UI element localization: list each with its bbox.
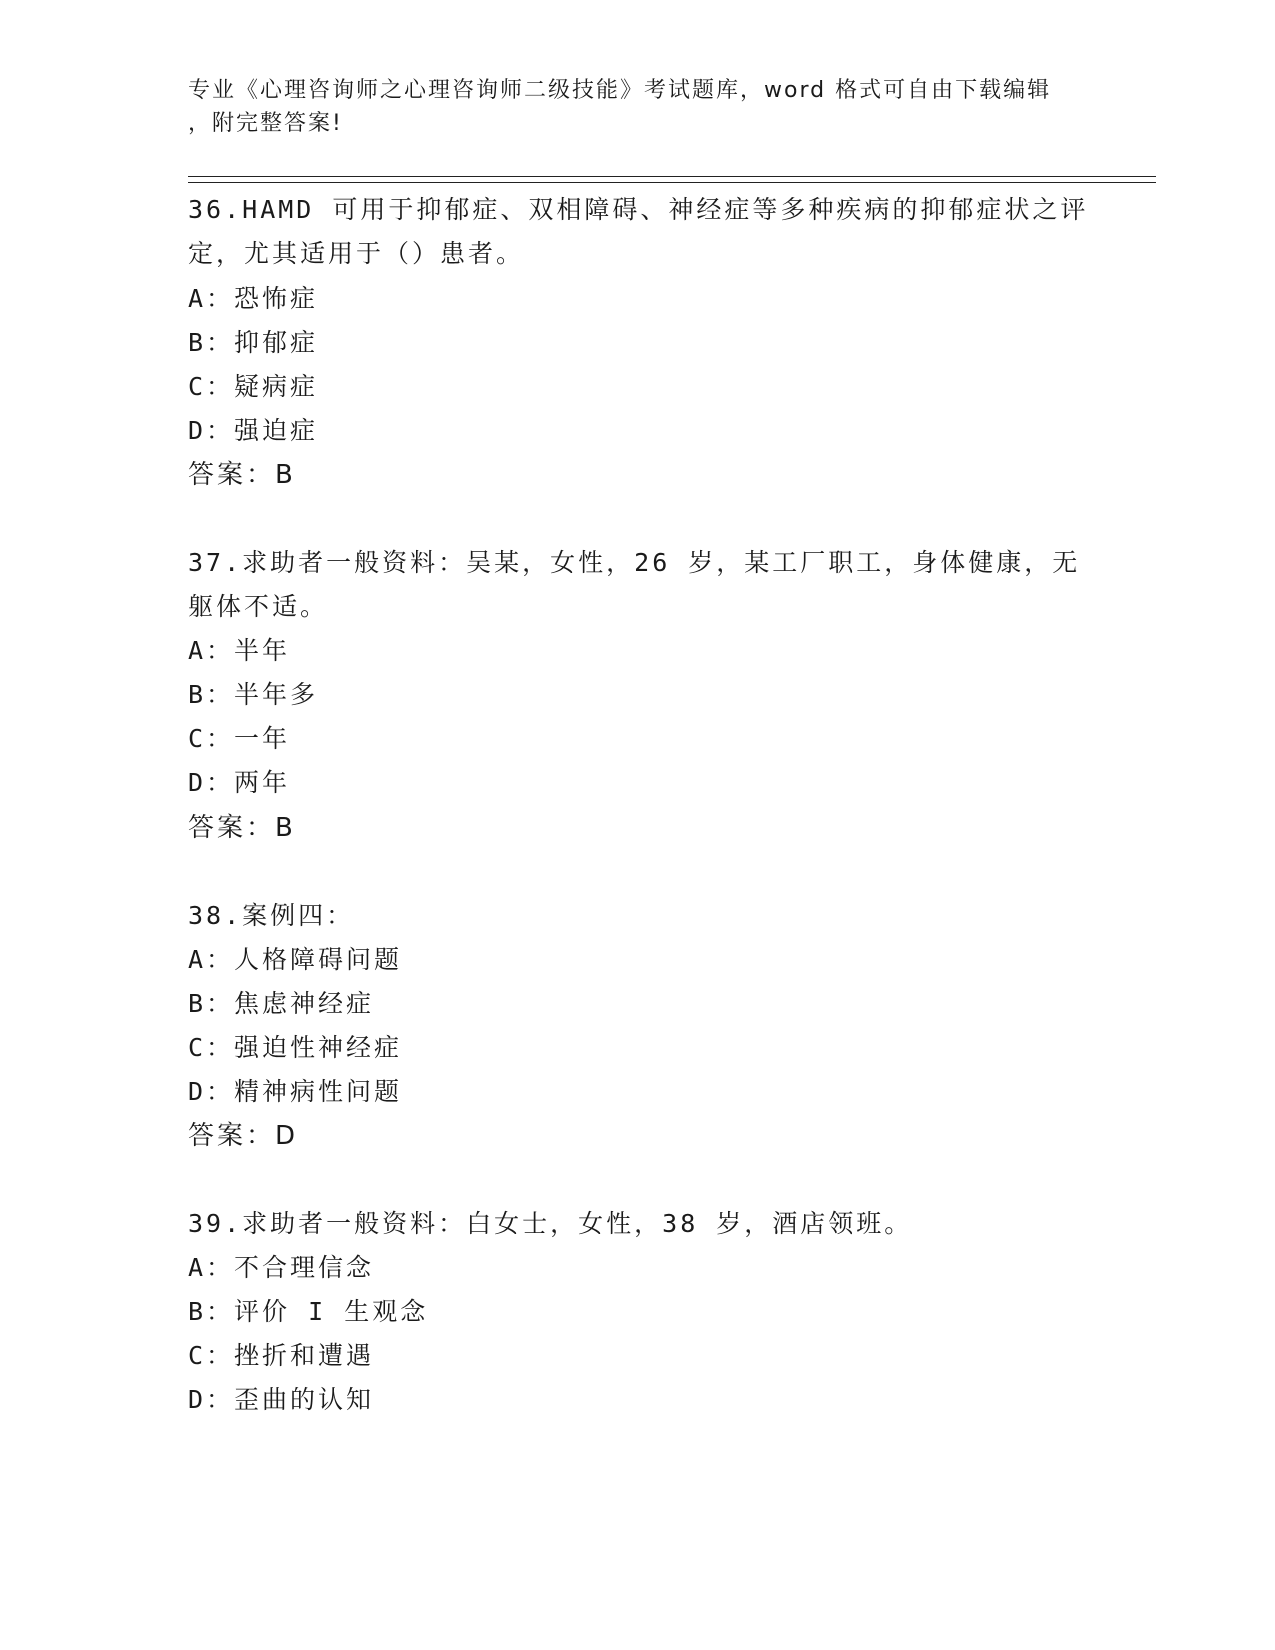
header-line-2: ，附完整答案! xyxy=(188,111,343,136)
header-divider-top xyxy=(188,176,1156,177)
question-39-option-d: D：歪曲的认知 xyxy=(188,1385,375,1414)
question-37-option-a: A：半年 xyxy=(188,636,291,665)
question-39-option-a: A：不合理信念 xyxy=(188,1253,375,1282)
question-37-stem-line-2: 躯体不适。 xyxy=(188,592,329,621)
question-38-option-c: C：强迫性神经症 xyxy=(188,1033,403,1062)
question-38-option-b: B：焦虑神经症 xyxy=(188,989,375,1018)
question-37-option-b: B：半年多 xyxy=(188,680,319,709)
question-37-option-c: C：一年 xyxy=(188,724,291,753)
question-39-option-b: B：评价 I 生观念 xyxy=(188,1297,429,1326)
question-38-option-a: A：人格障碍问题 xyxy=(188,945,403,974)
question-36-answer: 答案：B xyxy=(188,460,296,490)
question-36-option-a: A：恐怖症 xyxy=(188,284,319,313)
question-37-stem-line-1: 37.求助者一般资料：吴某，女性，26 岁，某工厂职工，身体健康，无 xyxy=(188,548,1081,577)
question-38-option-d: D：精神病性问题 xyxy=(188,1077,403,1106)
header-line-1: 专业《心理咨询师之心理咨询师二级技能》考试题库，word 格式可自由下载编辑 xyxy=(188,78,1052,103)
question-37-option-d: D：两年 xyxy=(188,768,291,797)
question-38-stem-line-1: 38.案例四： xyxy=(188,901,355,930)
question-36-option-b: B：抑郁症 xyxy=(188,328,319,357)
question-36-option-c: C：疑病症 xyxy=(188,372,319,401)
question-36-option-d: D：强迫症 xyxy=(188,416,319,445)
header-divider-bottom xyxy=(188,182,1156,183)
document-header xyxy=(188,74,1068,140)
question-37-answer: 答案：B xyxy=(188,813,296,843)
question-36-stem-line-1: 36.HAMD 可用于抑郁症、双相障碍、神经症等多种疾病的抑郁症状之评 xyxy=(188,195,1089,224)
question-39-option-c: C：挫折和遭遇 xyxy=(188,1341,375,1370)
question-36-stem-line-2: 定，尤其适用于（）患者。 xyxy=(188,239,525,268)
question-38-answer: 答案：D xyxy=(188,1121,299,1151)
question-39-stem-line-1: 39.求助者一般资料：白女士，女性，38 岁，酒店领班。 xyxy=(188,1209,913,1238)
